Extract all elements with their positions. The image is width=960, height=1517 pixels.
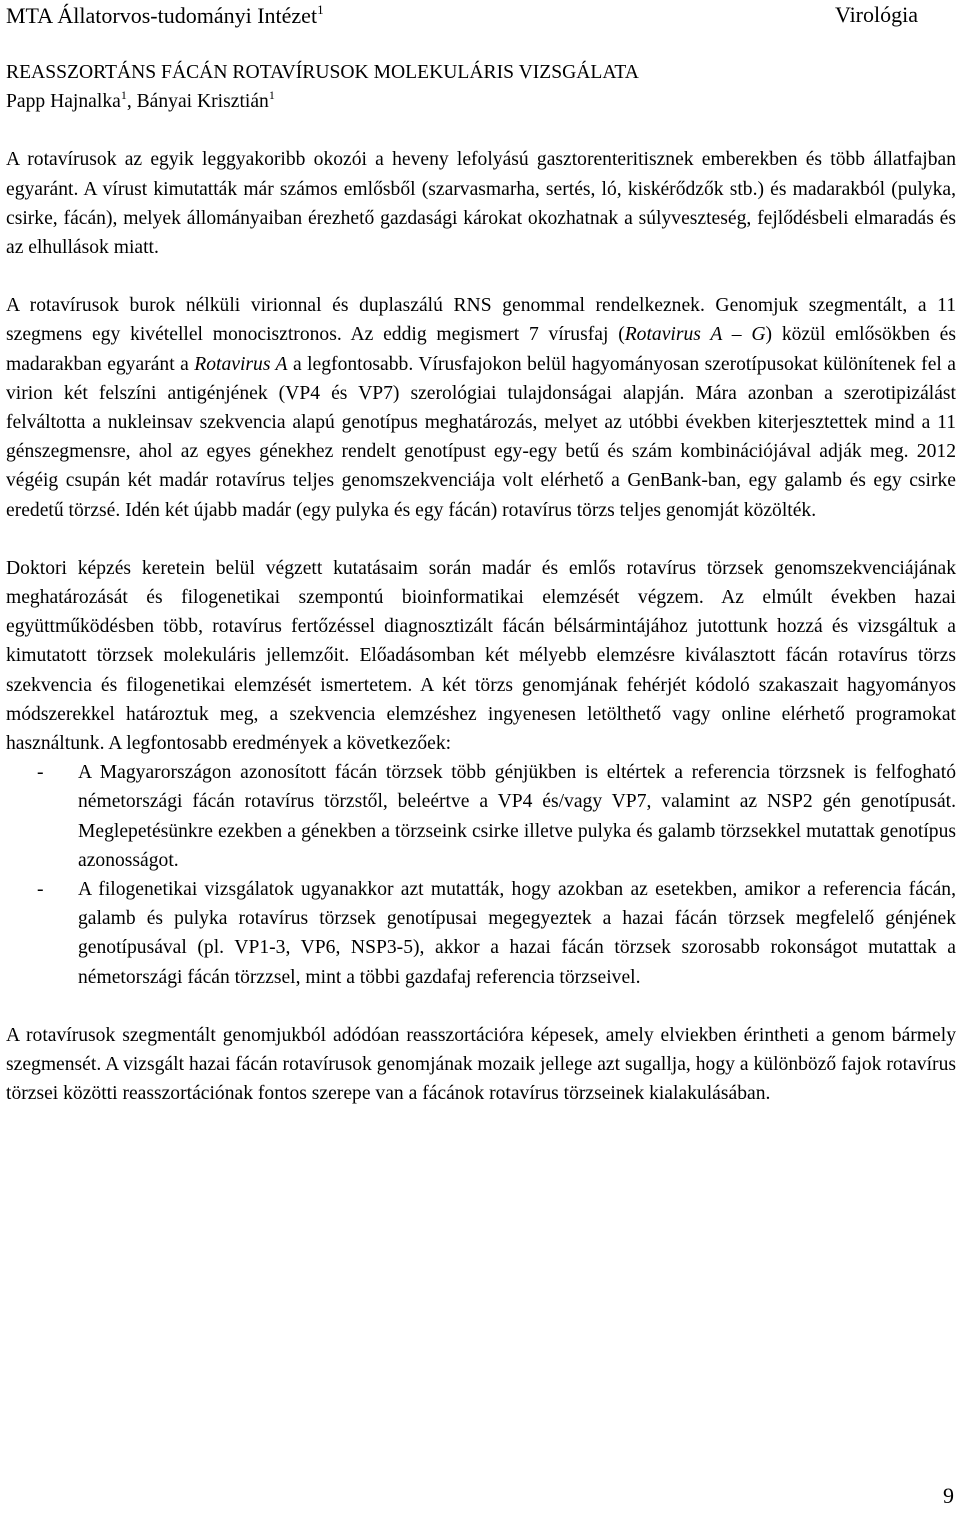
- author-1: Papp Hajnalka: [6, 91, 121, 113]
- paragraph-conclusion: A rotavírusok szegmentált genomjukból adódóan reasszortációra képesek, amely elviekben érintheti a genom bármely szegmensét. A vizsgált hazai fácán rotavírusok genomjának mozaik jellege azt sugallja, hogy a különböző fajok rotavírus törzsei közötti reasszortációnak fontos szerepe van a fácánok rotavírus törzseinek kialakulásában.: [6, 1024, 956, 1105]
- abstract-title: REASSZORTÁNS FÁCÁN ROTAVÍRUSOK MOLEKULÁRIS VIZSGÁLATA: [6, 62, 639, 83]
- author-separator: ,: [126, 91, 137, 113]
- italic-species-name: Rotavirus A: [194, 353, 288, 375]
- text-run: a legfontosabb. Vírusfajokon belül hagyományosan szerotípusokat különítenek fel a virion két felszíni antigénjének (VP4 és VP7) szerológiai tulajdonságai alapján. Mára azonban a szerotipizálást felváltotta a nukleinsav szekvencia alapú genotípus meghatározás, melyet az utóbbi években kiterjesztettek mind a 11 génszegmensre, ahol az egyes génekhez rendelt genotípust egy-egy betű és szám kombinációjával adják meg. 2012 végéig csupán két madár rotavírus teljes genomszekvenciája volt elérhető a GenBank-ban, egy galamb és egy csirke eredetű törzsé. Idén két újabb madár (egy pulyka és egy fácán) rotavírus törzs teljes genomját közölték.: [6, 353, 956, 521]
- paragraph-methods: Doktori képzés keretein belül végzett kutatásaim során madár és emlős rotavírus törzsek genomszekvenciájának meghatározását és filogenetikai szempontú bioinformatikai elemzését végzem. Az elmúlt években hazai együttműködésben több, rotavírus fertőzéssel diagnosztizált fácán bélsármintájához jutottunk hozzá és vizsgáltuk a kimutatott törzsek molekuláris jellemzőit. Előadásomban két mélyebb elemzésre kiválasztott fácán rotavírus törzs szekvencia és filogenetikai elemzését ismertetem. A két törzs genomjának fehérjét kódoló szakaszait hagyományos módszerekkel határoztuk meg, a szekvencia elemzéshez ingyenesen letölthető vagy online elérhető programokat használtunk. A legfontosabb eredmények a következőek:: [6, 557, 956, 755]
- header-institute: [6, 2, 324, 29]
- list-item-text: A filogenetikai vizsgálatok ugyanakkor azt mutatták, hogy azokban az esetekben, amikor a referencia fácán, galamb és pulyka rotavírus törzsek genotípusai megegyeztek a hazai fácán törzsek megfelelő génjének genotípusával (pl. VP1-3, VP6, NSP3-5), akkor a hazai fácán törzsek szorosabb rokonságot mutattak a németországi fácán törzzsel, mint a többi gazdafaj referencia törzseivel.: [78, 879, 956, 988]
- text-run: A rotavírusok burok nélküli virionnal és duplaszálú RNS genommal rendelkeznek. Genomjuk szegmentált, a 11 szegmens egy kivétellel monocisztronos. Az eddig megismert 7 vírusfaj (: [6, 295, 956, 346]
- author-2: Bányai Krisztián: [136, 91, 269, 113]
- spacer: [6, 992, 956, 1021]
- list-item-text: A Magyarországon azonosított fácán törzsek több génjükben is eltértek a referencia törzsnek is felfogható németországi fácán rotavírus törzstől, beleértve a VP4 és/vagy VP7, valamint az NSP2 gén genotípusát. Meglepetésünkre ezekben a génekben a törzseink csirke illetve pulyka és galamb törzsekkel mutattak genotípus azonosságot.: [78, 762, 956, 871]
- header-section: Virológia: [835, 2, 918, 27]
- list-item: [6, 875, 956, 992]
- paragraph-background: [6, 291, 956, 525]
- author-line: [6, 87, 956, 116]
- spacer: [6, 525, 956, 554]
- list-dash: -: [37, 879, 44, 901]
- page-number: 9: [943, 1483, 954, 1508]
- list-item: [6, 758, 956, 875]
- institute-superscript: 1: [317, 2, 324, 17]
- results-list: [6, 758, 956, 992]
- author-1-affiliation: 1: [120, 88, 127, 103]
- paragraph-intro: A rotavírusok az egyik leggyakoribb okozói a heveny lefolyású gasztorenteritisznek emberekben és több állatfajban egyaránt. A vírust kimutatták már számos emlősből (szarvasmarha, sertés, ló, kiskérődzők stb.) és madarakból (pulyka, csirke, fácán), melyek állományaiban érezhető gazdasági károkat okozhatnak a súlyveszteség, fejlődésbeli elmaradás és az elhullások miatt.: [6, 149, 956, 259]
- italic-species-range: Rotavirus A – G: [624, 324, 766, 346]
- author-2-affiliation: 1: [268, 88, 275, 103]
- text-run: ) közül emlősökben és madarakban egyaránt a: [6, 324, 956, 375]
- spacer: [6, 116, 956, 145]
- spacer: [6, 262, 956, 291]
- list-dash: -: [37, 762, 44, 784]
- institute-name: MTA Állatorvos-tudományi Intézet: [6, 3, 318, 28]
- abstract-body: [6, 58, 956, 1109]
- running-header: [6, 2, 918, 36]
